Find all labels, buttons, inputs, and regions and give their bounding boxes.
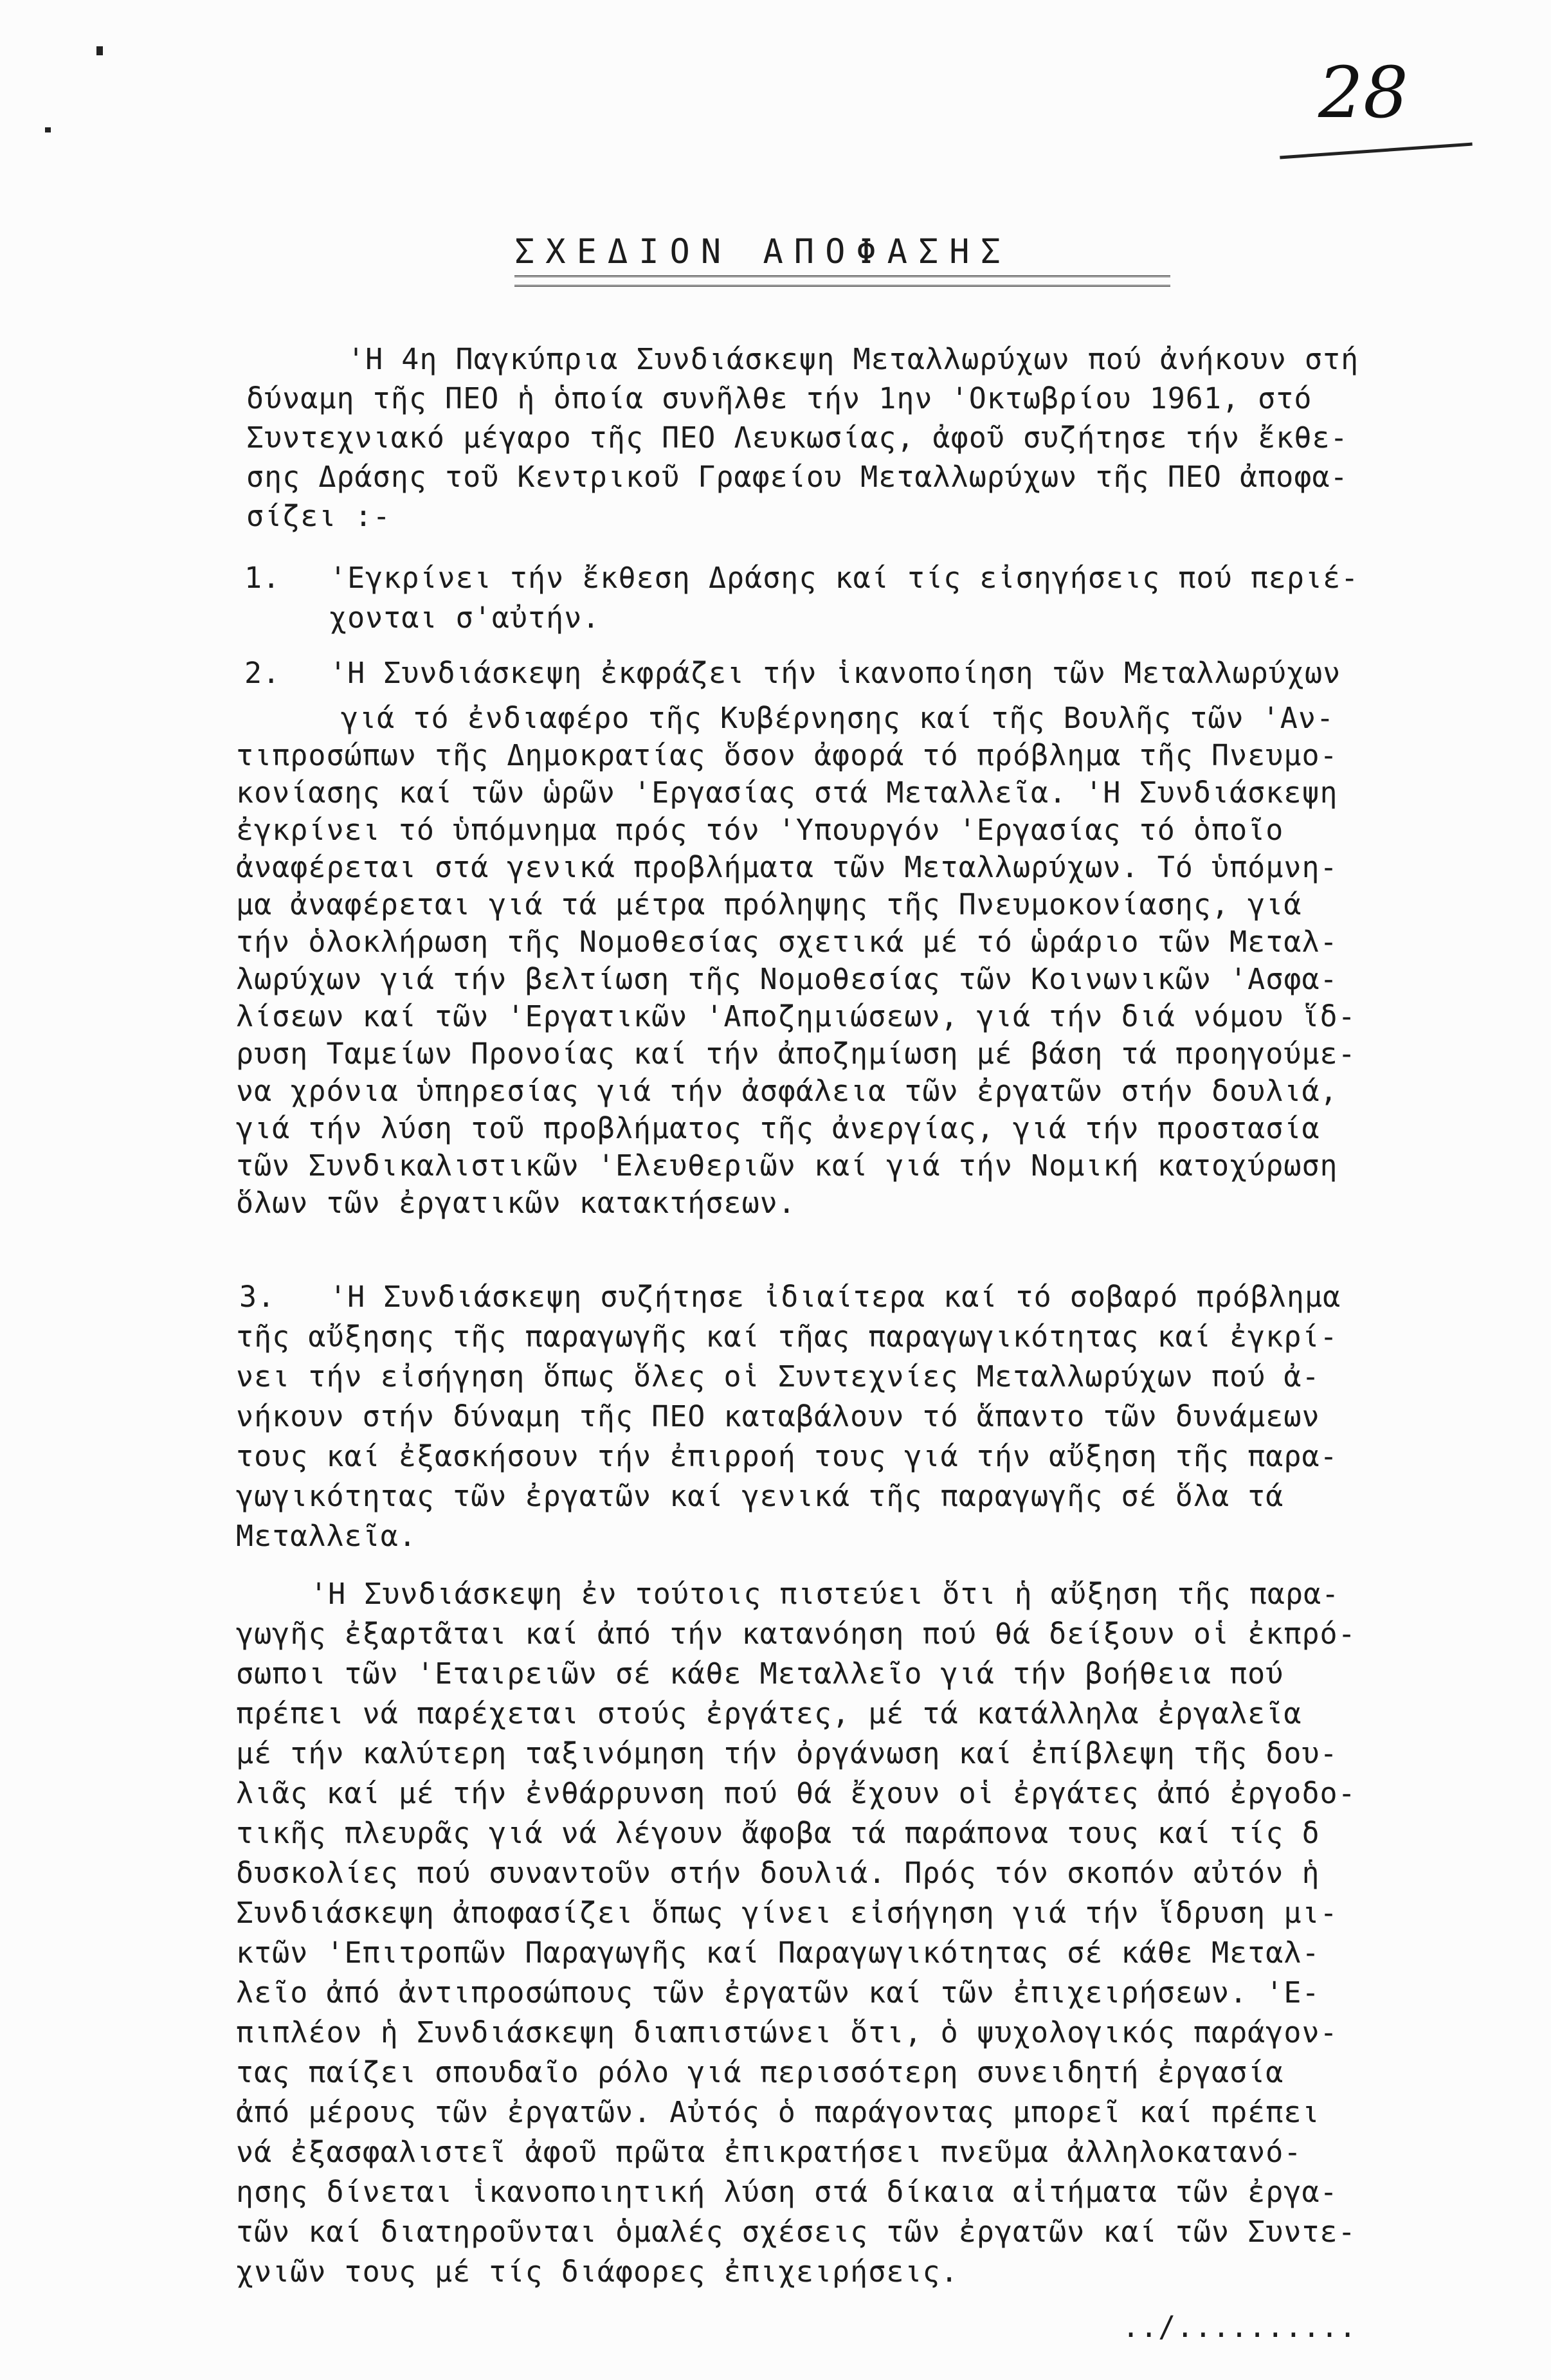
paragraph-line: γωγῆς ἐξαρτᾶται καί ἀπό τήν κατανόηση πού θά δείξουν οἱ ἐκπρό- xyxy=(236,1617,1356,1651)
item-line: νήκουν στήν δύναμη τῆς ΠΕΟ καταβάλουν τό ἅπαντο τῶν δυνάμεων xyxy=(236,1399,1320,1433)
item-line: 'Η Συνδιάσκεψη συζήτησε ἰδιαίτερα καί τό σοβαρό πρόβλημα xyxy=(329,1280,1341,1314)
document-title: ΣΧΕΔΙΟΝ ΑΠΟΦΑΣΗΣ xyxy=(514,233,1011,271)
paragraph-line: ησης δίνεται ἱκανοποιητική λύση στά δίκαια αἰτήματα τῶν ἐργα- xyxy=(236,2175,1338,2209)
item-line: ὅλων τῶν ἐργατικῶν κατακτήσεων. xyxy=(236,1186,796,1220)
paragraph-line: λεῖο ἀπό ἀντιπροσώπους τῶν ἐργατῶν καί τῶν ἐπιχειρήσεων. 'Ε- xyxy=(236,1976,1320,2010)
continuation-marker: ../.......... xyxy=(1122,2310,1357,2344)
item-line: γιά τό ἐνδιαφέρο τῆς Κυβέρνησης καί τῆς Βουλῆς τῶν 'Αν- xyxy=(341,701,1335,735)
paragraph-line: τῶν καί διατηροῦνται ὁμαλές σχέσεις τῶν ἐργατῶν καί τῶν Συντε- xyxy=(236,2215,1356,2249)
item-number: 2. xyxy=(244,656,281,690)
paragraph-line: σωποι τῶν 'Εταιρειῶν σέ κάθε Μεταλλεῖο γιά τήν βοήθεια πού xyxy=(236,1657,1284,1691)
paragraph-line: χνιῶν τους μέ τίς διάφορες ἐπιχειρήσεις. xyxy=(236,2255,959,2289)
item-line: τιπροσώπων τῆς Δημοκρατίας ὅσον ἀφορά τό πρόβλημα τῆς Πνευμο- xyxy=(236,738,1338,772)
intro-line: 'Η 4η Παγκύπρια Συνδιάσκεψη Μεταλλωρύχων πού ἀνήκουν στή xyxy=(347,342,1359,376)
paragraph-line: τικῆς πλευρᾶς γιά νά λέγουν ἄφοβα τά παράπονα τους καί τίς δ xyxy=(236,1816,1320,1850)
intro-line: σης Δράσης τοῦ Κεντρικοῦ Γραφείου Μεταλλωρύχων τῆς ΠΕΟ ἀποφα- xyxy=(246,460,1348,494)
item-line: τους καί ἐξασκήσουν τήν ἐπιρροή τους γιά τήν αὔξηση τῆς παρα- xyxy=(236,1439,1338,1473)
paragraph-line: τας παίζει σπουδαῖο ρόλο γιά περισσότερη συνειδητή ἐργασία xyxy=(236,2055,1284,2089)
paragraph-line: λιᾶς καί μέ τήν ἐνθάρρυνση πού θά ἔχουν οἱ ἐργάτες ἀπό ἐργοδο- xyxy=(236,1776,1356,1810)
paragraph-line: μέ τήν καλύτερη ταξινόμηση τήν ὀργάνωση καί ἐπίβλεψη τῆς δου- xyxy=(236,1736,1338,1770)
item-line: 'Εγκρίνει τήν ἔκθεση Δράσης καί τίς εἰσηγήσεις πού περιέ- xyxy=(329,561,1359,595)
item-number: 1. xyxy=(244,561,281,595)
item-line: να χρόνια ὑπηρεσίας γιά τήν ἀσφάλεια τῶν ἐργατῶν στήν δουλιά, xyxy=(236,1074,1338,1108)
item-line: ἐγκρίνει τό ὑπόμνημα πρός τόν 'Υπουργόν 'Εργασίας τό ὁποῖο xyxy=(236,813,1284,847)
item-line: μα ἀναφέρεται γιά τά μέτρα πρόληψης τῆς Πνευμοκονίασης, γιά xyxy=(236,887,1302,922)
item-line: γωγικότητας τῶν ἐργατῶν καί γενικά τῆς παραγωγῆς σέ ὅλα τά xyxy=(236,1479,1284,1513)
paragraph-line: κτῶν 'Επιτροπῶν Παραγωγῆς καί Παραγωγικότητας σέ κάθε Μεταλ- xyxy=(236,1936,1320,1970)
item-line: 'Η Συνδιάσκεψη ἐκφράζει τήν ἱκανοποίηση τῶν Μεταλλωρύχων xyxy=(329,656,1341,690)
item-line: κονίασης καί τῶν ὡρῶν 'Εργασίας στά Μεταλλεῖα. 'Η Συνδιάσκεψη xyxy=(236,776,1338,810)
intro-line: σίζει :- xyxy=(246,499,391,533)
item-line: γιά τήν λύση τοῦ προβλήματος τῆς ἀνεργίας, γιά τήν προστασία xyxy=(236,1111,1320,1145)
paragraph-line: δυσκολίες πού συναντοῦν στήν δουλιά. Πρός τόν σκοπόν αὐτόν ἡ xyxy=(236,1856,1320,1890)
title-underline xyxy=(514,275,1170,287)
item-line: τῆς αὔξησης τῆς παραγωγῆς καί τῆας παραγωγικότητας καί ἐγκρί- xyxy=(236,1320,1338,1354)
scan-speck xyxy=(45,127,51,132)
item-line: λωρύχων γιά τήν βελτίωση τῆς Νομοθεσίας τῶν Κοινωνικῶν 'Ασφα- xyxy=(236,962,1338,996)
paragraph-line: ἀπό μέρους τῶν ἐργατῶν. Αὐτός ὁ παράγοντας μπορεῖ καί πρέπει xyxy=(236,2095,1320,2129)
item-line: τήν ὁλοκλήρωση τῆς Νομοθεσίας σχετικά μέ τό ὡράριο τῶν Μεταλ- xyxy=(236,925,1338,959)
intro-line: δύναμη τῆς ΠΕΟ ἡ ὁποία συνῆλθε τήν 1ην 'Οκτωβρίου 1961, στό xyxy=(246,381,1312,415)
item-line: νει τήν εἰσήγηση ὅπως ὅλες οἱ Συντεχνίες Μεταλλωρύχων πού ἀ- xyxy=(236,1359,1320,1394)
item-number: 3. xyxy=(239,1280,276,1314)
item-line: ρυση Ταμείων Προνοίας καί τήν ἀποζημίωση μέ βάση τά προηγούμε- xyxy=(236,1037,1356,1071)
paragraph-line: πιπλέον ἡ Συνδιάσκεψη διαπιστώνει ὅτι, ὁ ψυχολογικός παράγον- xyxy=(236,2015,1338,2049)
item-line: χονται σ'αὐτήν. xyxy=(329,601,601,635)
paragraph-line: νά ἐξασφαλιστεῖ ἀφοῦ πρῶτα ἐπικρατήσει πνεῦμα ἀλληλοκατανό- xyxy=(236,2135,1302,2169)
item-line: τῶν Συνδικαλιστικῶν 'Ελευθεριῶν καί γιά τήν Νομική κατοχύρωση xyxy=(236,1149,1338,1183)
paragraph-line: 'Η Συνδιάσκεψη ἐν τούτοις πιστεύει ὅτι ἡ αὔξηση τῆς παρα- xyxy=(310,1577,1340,1611)
paragraph-line: Συνδιάσκεψη ἀποφασίζει ὅπως γίνει εἰσήγηση γιά τήν ἵδρυση μι- xyxy=(236,1896,1338,1930)
item-line: Μεταλλεῖα. xyxy=(236,1519,417,1553)
item-line: ἀναφέρεται στά γενικά προβλήματα τῶν Μεταλλωρύχων. Τό ὑπόμνη- xyxy=(236,850,1338,884)
item-line: λίσεων καί τῶν 'Εργατικῶν 'Αποζημιώσεων, γιά τήν διά νόμου ἵδ- xyxy=(236,999,1356,1033)
page-number: 28 xyxy=(1318,51,1408,134)
paragraph-line: πρέπει νά παρέχεται στούς ἐργάτες, μέ τά κατάλληλα ἐργαλεῖα xyxy=(236,1696,1302,1730)
scan-speck xyxy=(96,46,103,55)
intro-line: Συντεχνιακό μέγαρο τῆς ΠΕΟ Λευκωσίας, ἀφοῦ συζήτησε τήν ἔκθε- xyxy=(246,421,1348,455)
page-number-underline xyxy=(1280,143,1473,159)
